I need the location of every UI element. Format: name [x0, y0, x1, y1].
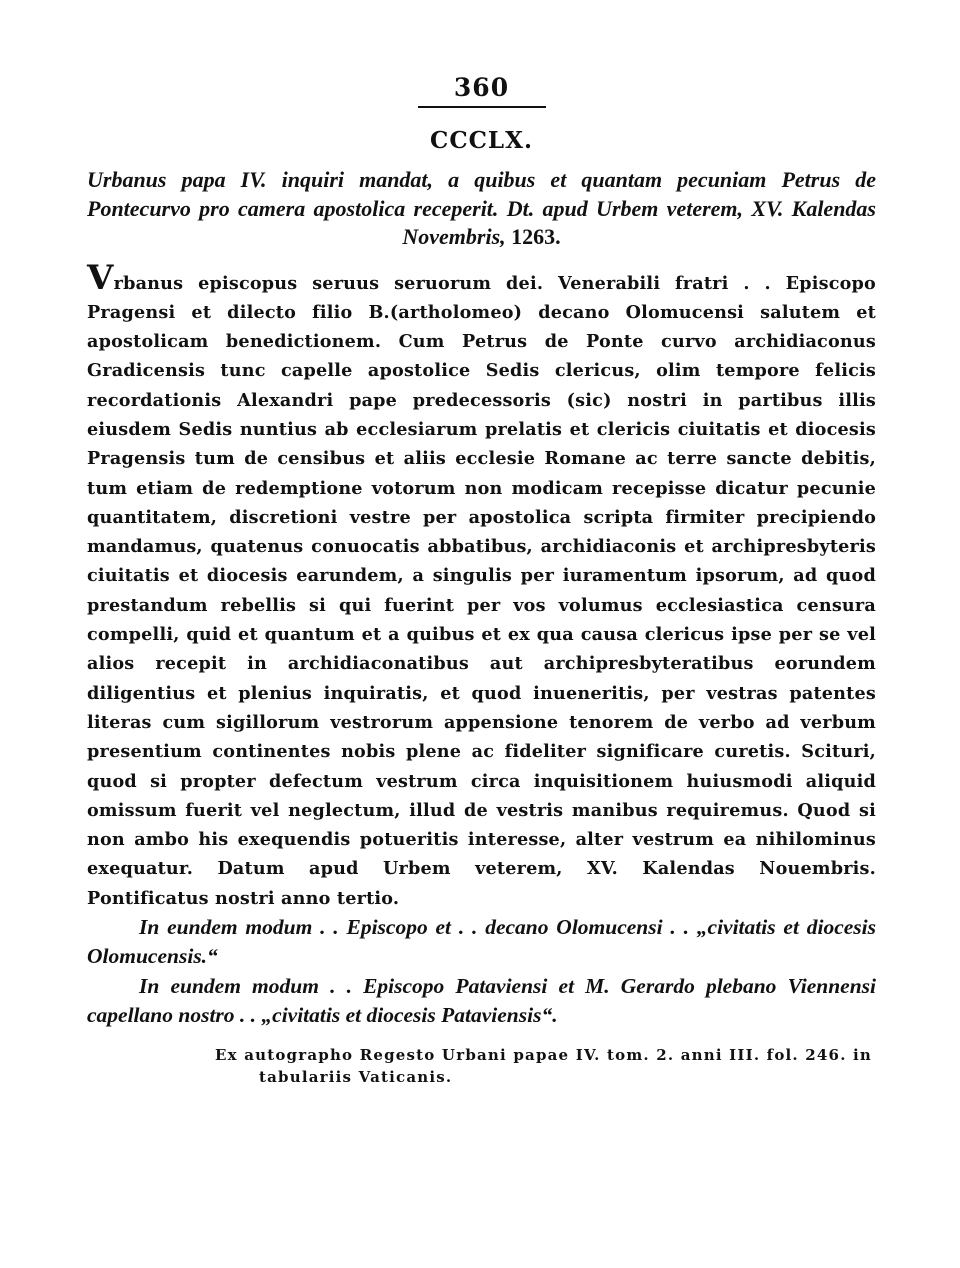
- page-number: 360: [453, 73, 510, 102]
- regest: [87, 166, 876, 252]
- page-number-rule: [418, 106, 546, 108]
- source-line-2: tabulariis Vaticanis.: [259, 1068, 453, 1087]
- source-note: [215, 1044, 876, 1088]
- document-body: [87, 257, 876, 914]
- initial-letter: V: [87, 257, 114, 298]
- variant-1: In eundem modum . . Episcopo et . . decano Olomucensi . . „civitatis et diocesis Olomucensis.“: [87, 915, 876, 969]
- regest-year: 1263.: [511, 224, 561, 249]
- regest-text: Urbanus papa IV. inquiri mandat, a quibus et quantam pecuniam Petrus de Pontecurvo pro camera apostolica receperit. Dt. apud Urbem veterem, XV. Kalendas Novembris,: [87, 167, 876, 249]
- source-line-1: Ex autographo Regesto Urbani papae IV. tom. 2. anni III. fol. 246. in: [215, 1046, 873, 1065]
- document-number: CCCLX.: [430, 127, 533, 154]
- variant-2: In eundem modum . . Episcopo Pataviensi et M. Gerardo plebano Viennensi capellano nostro . . „civitatis et diocesis Pataviensis“.: [87, 973, 876, 1027]
- page: [87, 72, 876, 1088]
- body-text: rbanus episcopus seruus seruorum dei. Venerabili fratri . . Episcopo Pragensi et dilecto filio B.(artholomeo) decano Olomucensi salutem et apostolicam benedictionem. Cum Petrus de Ponte curvo archidiaconus Gradicensis tunc capelle apostolice Sedis clericus, olim tempore felicis recordationis Alexandri pape predecessoris (sic) nostri in partibus illis eiusdem Sedis nuntius ab ecclesiarum prelatis et clericis ciuitatis et diocesis Pragensis tum de censibus et aliis ecclesie Romane ac terre sancte debitis, tum etiam de redemptione votorum non modicam recepisse dicatur pecunie quantitatem, discretioni vestre per apostolica scripta firmiter precipiendo mandamus, quatenus conuocatis abbatibus, archidiaconis et archipresbyteris ciuitatis et diocesis earundem, a singulis per iuramentum ipsorum, ad quod prestandum rebellis si qui fuerint per vos volumus ecclesiastica censura compelli, quid et quantum et a quibus et ex qua causa clericus ipse per se vel alios recepit in archidiaconatibus aut archipresbyteratibus eorundem diligentius et plenius inquiratis, et quod inueneritis, per vestras patentes literas cum sigillorum vestrorum appensione tenorem de verbo ad verbum presentium continentes nobis plene ac fideliter significare curetis. Scituri, quod si propter defectum vestrum circa inquisitionem huiusmodi aliquid omissum fuerit vel neglectum, illud de vestris manibus requiremus. Quod si non ambo his exequendis potueritis interesse, alter vestrum ea nihilominus exequatur. Datum apud Urbem veterem, XV. Kalendas Nouembris. Pontificatus nostri anno tertio.: [87, 272, 876, 909]
